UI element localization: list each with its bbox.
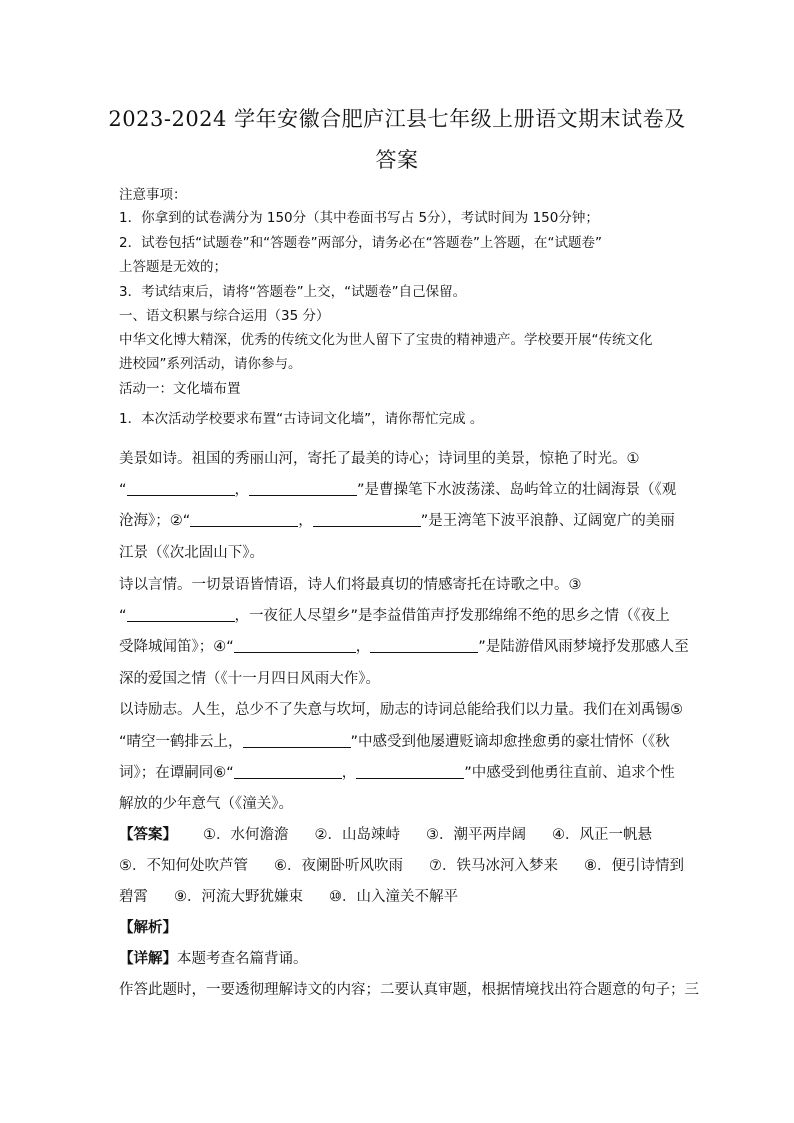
blank-1[interactable] [127, 481, 235, 496]
answer-item: ①．水何澹澹 [203, 827, 289, 843]
answer-item: ⑥．夜阑卧听风吹雨 [274, 858, 403, 874]
answer-item: ②．山岛竦峙 [314, 827, 400, 843]
section-heading: 一、语文积累与综合运用（35 分） [119, 308, 330, 324]
passage-line [119, 764, 675, 782]
answer-item: ③．潮平两岸阔 [426, 827, 526, 843]
blank-4[interactable] [313, 512, 421, 527]
quote-mark: “ [119, 482, 127, 498]
passage-line [119, 607, 670, 625]
passage-text: 受降城闻笛》；④“ [119, 639, 234, 655]
question-1: 1．本次活动学校要求布置“古诗词文化墙”，请你帮忙完成 。 [119, 411, 484, 427]
analysis-label: 【解析】 [119, 920, 177, 936]
analysis-text: 作答此题时，一要透彻理解诗文的内容；二要认真审题，根据情境找出符合题意的句子；三 [119, 982, 699, 998]
blank-8[interactable] [243, 733, 351, 748]
detail-line [119, 950, 308, 968]
notes-heading: 注意事项： [119, 187, 187, 203]
passage-text: ，一夜征人尽望乡”是李益借笛声抒发那绵绵不绝的思乡之情（《夜上 [234, 608, 670, 624]
passage-line: 江景（《次北固山下》。 [119, 545, 264, 561]
passage-line [119, 733, 670, 751]
detail-label: 【详解】 [119, 951, 177, 967]
passage-line: 美景如诗。祖国的秀丽山河，寄托了最美的诗心；诗词里的美景，惊艳了时光。① [119, 451, 640, 467]
answer-item: ④．风正一帆悬 [552, 827, 652, 843]
passage-text: “晴空一鹤排云上， [119, 734, 243, 750]
activity-heading: 活动一：文化墙布置 [119, 381, 241, 397]
blank-5[interactable] [127, 607, 235, 622]
passage-text: ”是曹操笔下水波荡漾、岛屿耸立的壮阔海景（《观 [357, 482, 677, 498]
passage-text: ”是王湾笔下波平浪静、辽阔宽广的美丽 [420, 513, 675, 529]
note-item-2a: 2．试卷包括“试题卷”和“答题卷”两部分，请务必在“答题卷”上答题，在“试题卷” [119, 235, 603, 251]
answer-item: ⑦．铁马冰河入梦来 [429, 858, 558, 874]
passage-line: 深的爱国之情（《十一月四日风雨大作》。 [119, 671, 380, 687]
blank-9[interactable] [234, 764, 342, 779]
answer-item: ⑩．山入潼关不解平 [329, 889, 458, 905]
answer-label: 【答案】 [119, 827, 177, 843]
answer-line [119, 888, 458, 906]
passage-line [119, 512, 675, 530]
passage-line: 以诗励志。人生，总少不了失意与坎坷，励志的诗词总能给我们以力量。我们在刘禹锡⑤ [119, 702, 683, 718]
passage-text: 词》；在谭嗣同⑥“ [119, 765, 234, 781]
passage-text: ”中感受到他勇往直前、追求个性 [464, 765, 675, 781]
note-item-2b: 上答题是无效的； [119, 259, 227, 275]
passage-text: 沧海》；②“ [119, 513, 191, 529]
blank-6[interactable] [234, 638, 356, 653]
comma: ， [341, 765, 357, 781]
passage-line [119, 638, 689, 656]
answer-item: ⑧．便引诗情到 [584, 858, 684, 874]
comma: ， [298, 513, 313, 529]
passage-line: 解放的少年意气（《潼关》。 [119, 796, 293, 812]
document-title-line2: 答案 [375, 148, 419, 172]
blank-3[interactable] [190, 512, 298, 527]
passage-line: 诗以言情。一切景语皆情语，诗人们将最真切的情感寄托在诗歌之中。③ [119, 577, 582, 593]
answer-item: ⑤．不知何处吹芦管 [119, 858, 248, 874]
answer-line [119, 826, 652, 844]
quote-mark: “ [119, 608, 127, 624]
note-item-3: 3．考试结束后，请将“答题卷”上交，“试题卷”自己保留。 [119, 284, 467, 300]
answer-item: 碧霄 [119, 889, 148, 905]
passage-line [119, 481, 676, 499]
section-intro-b: 进校园”系列活动，请你参与。 [119, 356, 302, 372]
passage-text: ”是陆游借风雨梦境抒发那感人至 [478, 639, 689, 655]
answer-line [119, 857, 684, 875]
section-intro-a: 中华文化博大精深，优秀的传统文化为世人留下了宝贵的精神遗产。学校要开展“传统文化 [119, 332, 653, 348]
detail-text: 本题考查名篇背诵。 [177, 951, 308, 967]
answer-item: ⑨．河流大野犹嫌束 [174, 889, 303, 905]
blank-10[interactable] [356, 764, 464, 779]
comma: ， [234, 482, 250, 498]
blank-7[interactable] [370, 638, 478, 653]
document-title-line1: 2023-2024 学年安徽合肥庐江县七年级上册语文期末试卷及 [108, 107, 686, 131]
comma: ， [355, 639, 371, 655]
passage-text: ”中感受到他屡遭贬谪却愈挫愈勇的豪壮情怀（《秋 [350, 734, 670, 750]
blank-2[interactable] [249, 481, 357, 496]
note-item-1: 1．你拿到的试卷满分为 150分（其中卷面书写占 5分），考试时间为 150分钟； [119, 210, 599, 226]
